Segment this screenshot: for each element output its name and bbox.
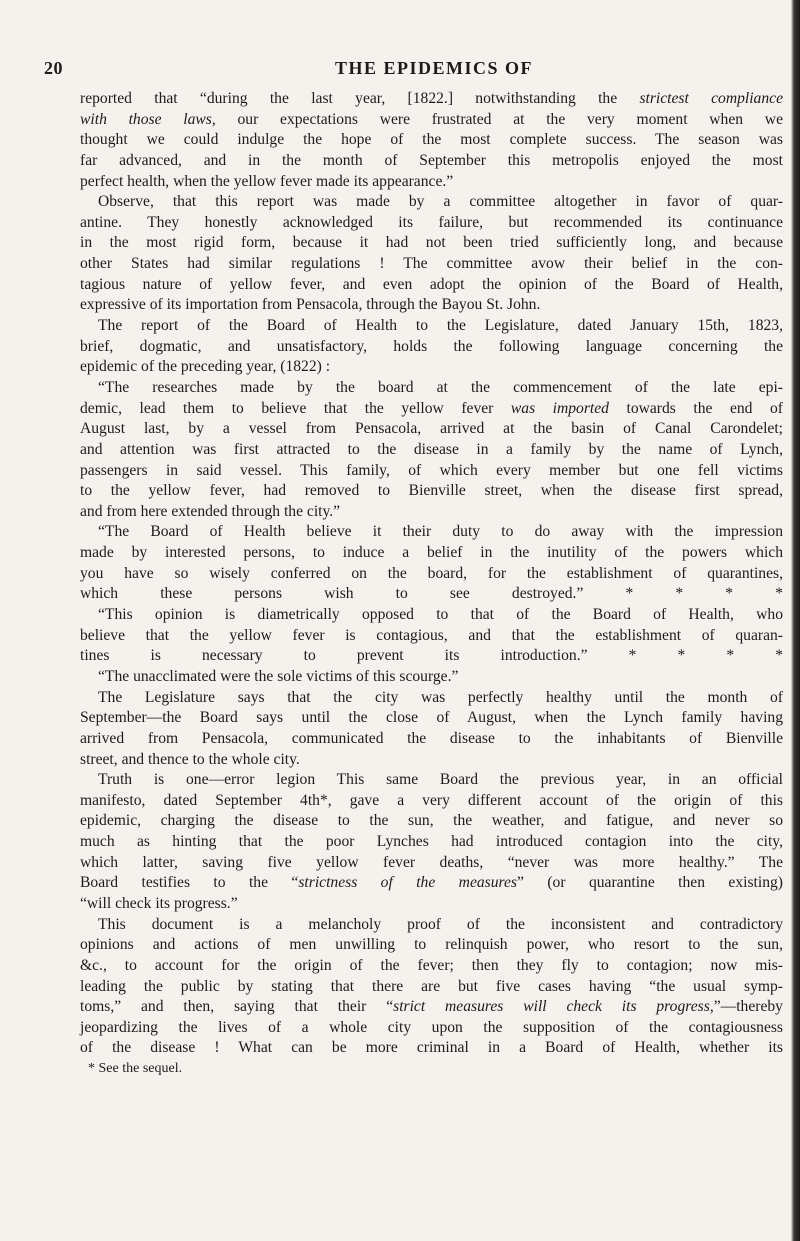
text-line [80, 832, 783, 853]
text-line [80, 791, 783, 812]
text-line [80, 770, 783, 791]
italic-text: with those laws [80, 110, 212, 128]
text-line [80, 584, 783, 605]
text-line [80, 172, 783, 193]
text-run: made by interested persons, to induce a belief in the inutility of the powers which [80, 544, 783, 562]
text-line [80, 688, 783, 709]
text-run: “The Board of Health believe it their duty to do away with the impression [98, 523, 783, 541]
text-line [80, 295, 783, 316]
text-line [80, 708, 783, 729]
text-run: manifesto, dated September 4th*, gave a very different account of the origin of this [80, 791, 783, 809]
text-run: much as hinting that the poor Lynches had introduced contagion into the city, [80, 833, 783, 851]
text-line [80, 646, 783, 667]
text-line [80, 254, 783, 275]
text-run: and attention was first attracted to the disease in a family by the name of Lynch, [80, 440, 783, 458]
text-line [80, 110, 783, 131]
text-run: which latter, saving five yellow fever deaths, “never was more healthy.” The [80, 853, 783, 871]
text-line [80, 399, 783, 420]
text-run: September—the Board says until the close of August, when the Lynch family having [80, 709, 783, 727]
text-run: This document is a melancholy proof of the inconsistent and contradictory [98, 915, 783, 933]
text-run: epidemic of the preceding year, (1822) : [80, 358, 331, 376]
text-run: toms,” and then, saying that their “ [80, 998, 394, 1016]
text-line [80, 89, 783, 110]
text-run: antine. They honestly acknowledged its failure, but recommended its continuance [80, 213, 783, 231]
page-header [44, 58, 784, 80]
text-line [80, 853, 783, 874]
text-line [80, 151, 783, 172]
text-run: ” (or quarantine then existing) [517, 874, 783, 892]
text-run: towards the end of [608, 399, 783, 417]
text-line [80, 564, 783, 585]
text-line [80, 461, 783, 482]
italic-text: strictest compliance [639, 90, 783, 107]
text-run: street, and thence to the whole city. [80, 750, 300, 768]
text-line [80, 1038, 783, 1059]
text-line [80, 956, 783, 977]
text-run: Board testifies to the “ [80, 874, 299, 892]
text-run: brief, dogmatic, and unsatisfactory, holds the following language concerning the [80, 337, 783, 355]
text-line [80, 481, 783, 502]
text-run: to the yellow fever, had removed to Bienville street, when the disease first spread, [80, 482, 783, 500]
text-run: “This opinion is diametrically opposed to that of the Board of Health, who [98, 606, 783, 624]
text-run: opinions and actions of men unwilling to relinquish power, who resort to the sun, [80, 936, 783, 954]
text-line [80, 192, 783, 213]
text-run: The Legislature says that the city was perfectly healthy until the month of [98, 688, 783, 706]
italic-text: strict measures will check its progress [393, 998, 710, 1016]
text-run: &c., to account for the origin of the fever; then they fly to contagion; now mis- [80, 956, 783, 974]
text-run: arrived from Pensacola, communicated the disease to the inhabitants of Bienville [80, 729, 783, 747]
text-line [80, 894, 783, 915]
text-line [80, 213, 783, 234]
text-run: Observe, that this report was made by a committee altogether in favor of quar- [98, 193, 783, 211]
text-line [80, 750, 783, 771]
text-run: Truth is one—error legion This same Board the previous year, in an official [98, 771, 783, 789]
page-edge-shadow [791, 0, 800, 1241]
footnote: * See the sequel. [88, 1061, 183, 1077]
text-run: August last, by a vessel from Pensacola, arrived at the basin of Canal Carondelet; [80, 420, 783, 438]
text-run: expressive of its importation from Pensacola, through the Bayou St. John. [80, 296, 541, 314]
text-run: , our expectations were frustrated at the very moment when we [211, 110, 783, 128]
text-run: of the disease ! What can be more criminal in a Board of Health, whether its [80, 1039, 783, 1057]
text-run: tagious nature of yellow fever, and even adopt the opinion of the Board of Health, [80, 275, 783, 293]
text-run: which these persons wish to see destroyed.” * * * * [80, 585, 783, 603]
text-line [80, 977, 783, 998]
text-line [80, 357, 783, 378]
text-line [80, 440, 783, 461]
text-line [80, 729, 783, 750]
page-number: 20 [44, 58, 63, 78]
text-run: other States had similar regulations ! The committee avow their belief in the con- [80, 255, 783, 273]
text-run: far advanced, and in the month of September this metropolis enjoyed the most [80, 151, 783, 169]
text-run: and from here extended through the city.” [80, 502, 341, 520]
text-run: “The unacclimated were the sole victims of this scourge.” [98, 667, 459, 685]
text-run: “The researches made by the board at the commencement of the late epi- [98, 378, 783, 396]
text-line [80, 502, 783, 523]
text-run: leading the public by stating that there are but five cases having “the usual symp- [80, 977, 783, 995]
italic-text: was imported [510, 399, 609, 417]
text-line [80, 667, 783, 688]
text-line [80, 522, 783, 543]
text-line [80, 233, 783, 254]
text-line [80, 130, 783, 151]
body-text [80, 89, 783, 1080]
text-line [80, 997, 783, 1018]
text-run: demic, lead them to believe that the yellow fever [80, 399, 511, 417]
text-line [80, 873, 783, 894]
text-line [80, 935, 783, 956]
text-run: epidemic, charging the disease to the sun, the weather, and fatigue, and never so [80, 812, 783, 830]
text-run: in the most rigid form, because it had not been tried sufficiently long, and because [80, 234, 783, 252]
text-line [80, 543, 783, 564]
text-run: ,”—thereby [709, 998, 783, 1016]
text-line [80, 626, 783, 647]
text-line [80, 915, 783, 936]
text-run: passengers in said vessel. This family, of which every member but one fell victims [80, 461, 783, 479]
text-run: jeopardizing the lives of a whole city upon the supposition of the contagiousness [80, 1018, 783, 1036]
text-run: “will check its progress.” [80, 894, 238, 912]
text-line [80, 275, 783, 296]
text-run: tines is necessary to prevent its introduction.” * * * * [80, 647, 783, 665]
text-line [80, 378, 783, 399]
text-line [80, 419, 783, 440]
text-run: thought we could indulge the hope of the most complete success. The season was [80, 131, 783, 149]
text-run: you have so wisely conferred on the board, for the establishment of quarantines, [80, 564, 783, 582]
running-head: THE EPIDEMICS OF [334, 58, 534, 78]
text-line [80, 811, 783, 832]
text-line [80, 605, 783, 626]
text-run: believe that the yellow fever is contagious, and that the establishment of quaran- [80, 626, 783, 644]
text-run: perfect health, when the yellow fever made its appearance.” [80, 172, 454, 190]
text-run: The report of the Board of Health to the Legislature, dated January 15th, 1823, [98, 317, 783, 335]
text-line [80, 316, 783, 337]
italic-text: strictness of the measures [298, 874, 518, 892]
text-line [80, 1018, 783, 1039]
text-run: reported that “during the last year, [1822.] notwithstanding the [80, 90, 640, 107]
text-line [80, 337, 783, 358]
